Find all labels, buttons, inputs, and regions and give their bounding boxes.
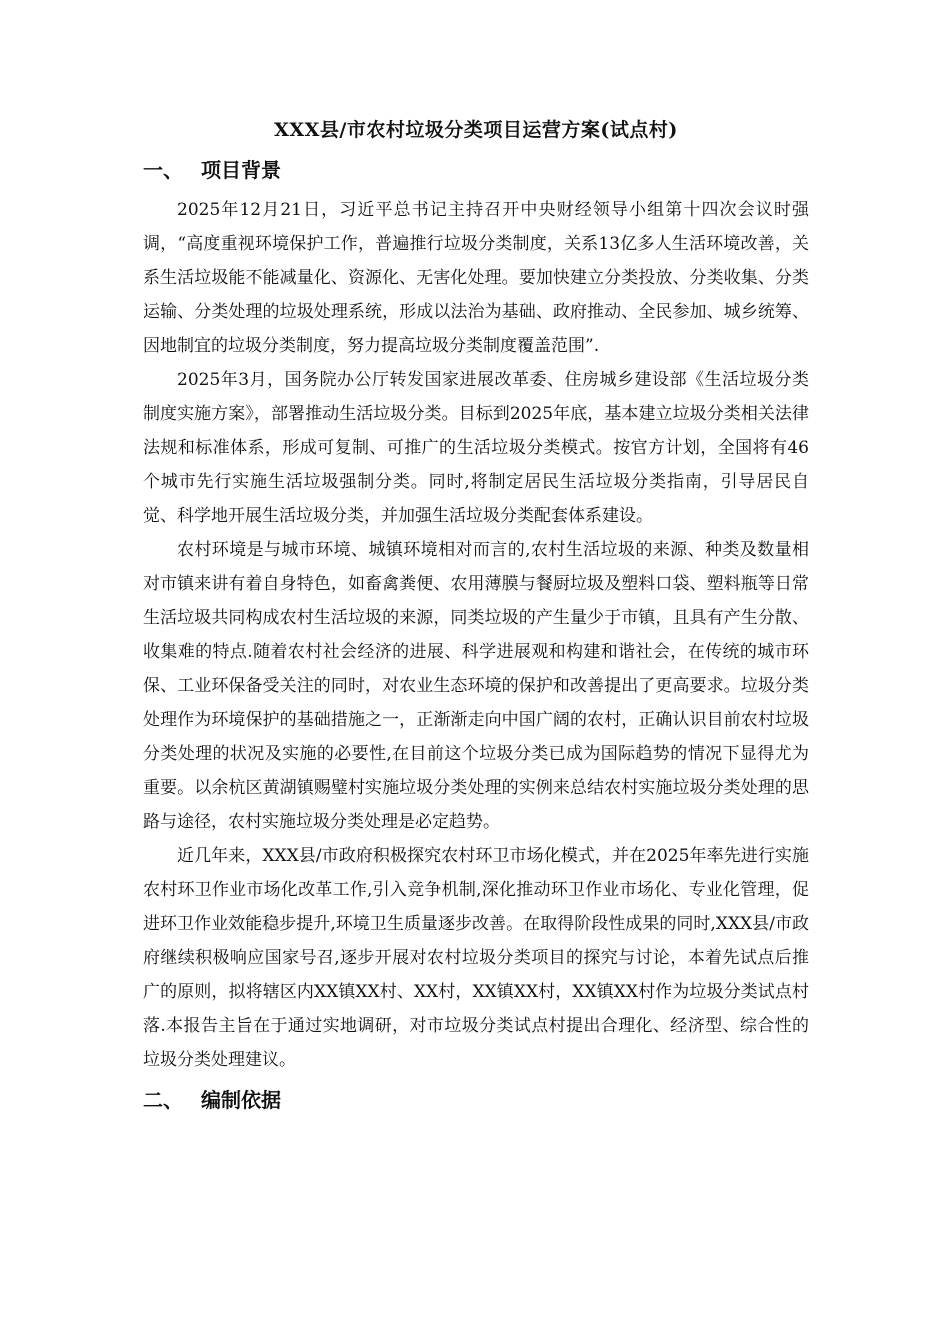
section-heading-background: [143, 153, 809, 187]
section-number: 一、: [143, 158, 183, 182]
section-heading-text: 项目背景: [201, 158, 281, 182]
section-number: 二、: [143, 1088, 183, 1112]
section-heading-basis: [143, 1083, 809, 1117]
section-heading-text: 编制依据: [201, 1088, 281, 1112]
paragraph: 2025年3月，国务院办公厅转发国家进展改革委、住房城乡建设部《生活垃圾分类制度实施方案》，部署推动生活垃圾分类。目标到2025年底，基本建立垃圾分类相关法律法规和标准体系，形成可复制、可推广的生活垃圾分类模式。按官方计划，全国将有46个城市先行实施生活垃圾强制分类。同时,将制定居民生活垃圾分类指南，引导居民自觉、科学地开展生活垃圾分类，并加强生活垃圾分类配套体系建设。: [143, 370, 809, 526]
paragraph: 2025年12月21日，习近平总书记主持召开中央财经领导小组第十四次会议时强调，“高度重视环境保护工作，普遍推行垃圾分类制度，关系13亿多人生活环境改善，关系生活垃圾能不能减量化、资源化、无害化处理。要加快建立分类投放、分类收集、分类运输、分类处理的垃圾处理系统，形成以法治为基础、政府推动、全民参加、城乡统筹、因地制宜的垃圾分类制度，努力提高垃圾分类制度覆盖范围”.: [143, 200, 809, 356]
paragraph: 农村环境是与城市环境、城镇环境相对而言的,农村生活垃圾的来源、种类及数量相对市镇来讲有着自身特色，如畜禽粪便、农用薄膜与餐厨垃圾及塑料口袋、塑料瓶等日常生活垃圾共同构成农村生活垃圾的来源，同类垃圾的产生量少于市镇，且具有产生分散、收集难的特点.随着农村社会经济的进展、科学进展观和构建和谐社会，在传统的城市环保、工业环保备受关注的同时，对农业生态环境的保护和改善提出了更高要求。垃圾分类处理作为环境保护的基础措施之一，正渐渐走向中国广阔的农村，正确认识目前农村垃圾分类处理的状况及实施的必要性,在目前这个垃圾分类已成为国际趋势的情况下显得尤为重要。以余杭区黄湖镇赐璧村实施垃圾分类处理的实例来总结农村实施垃圾分类处理的思路与途径，农村实施垃圾分类处理是必定趋势。: [143, 540, 809, 832]
paragraph: 近几年来，XXX县/市政府积极探究农村环卫市场化模式，并在2025年率先进行实施农村环卫作业市场化改革工作,引入竞争机制,深化推动环卫作业市场化、专业化管理，促进环卫作业效能稳步提升,环境卫生质量逐步改善。在取得阶段性成果的同时,XXX县/市政府继续积极响应国家号召,逐步开展对农村垃圾分类项目的探究与讨论，本着先试点后推广的原则，拟将辖区内XX镇XX村、XX村，XX镇XX村，XX镇XX村作为垃圾分类试点村落.本报告主旨在于通过实地调研，对市垃圾分类试点村提出合理化、经济型、综合性的垃圾分类处理建议。: [143, 846, 809, 1070]
document-page: [143, 113, 809, 1123]
document-title: XXX县/市农村垃圾分类项目运营方案(试点村): [274, 119, 678, 141]
